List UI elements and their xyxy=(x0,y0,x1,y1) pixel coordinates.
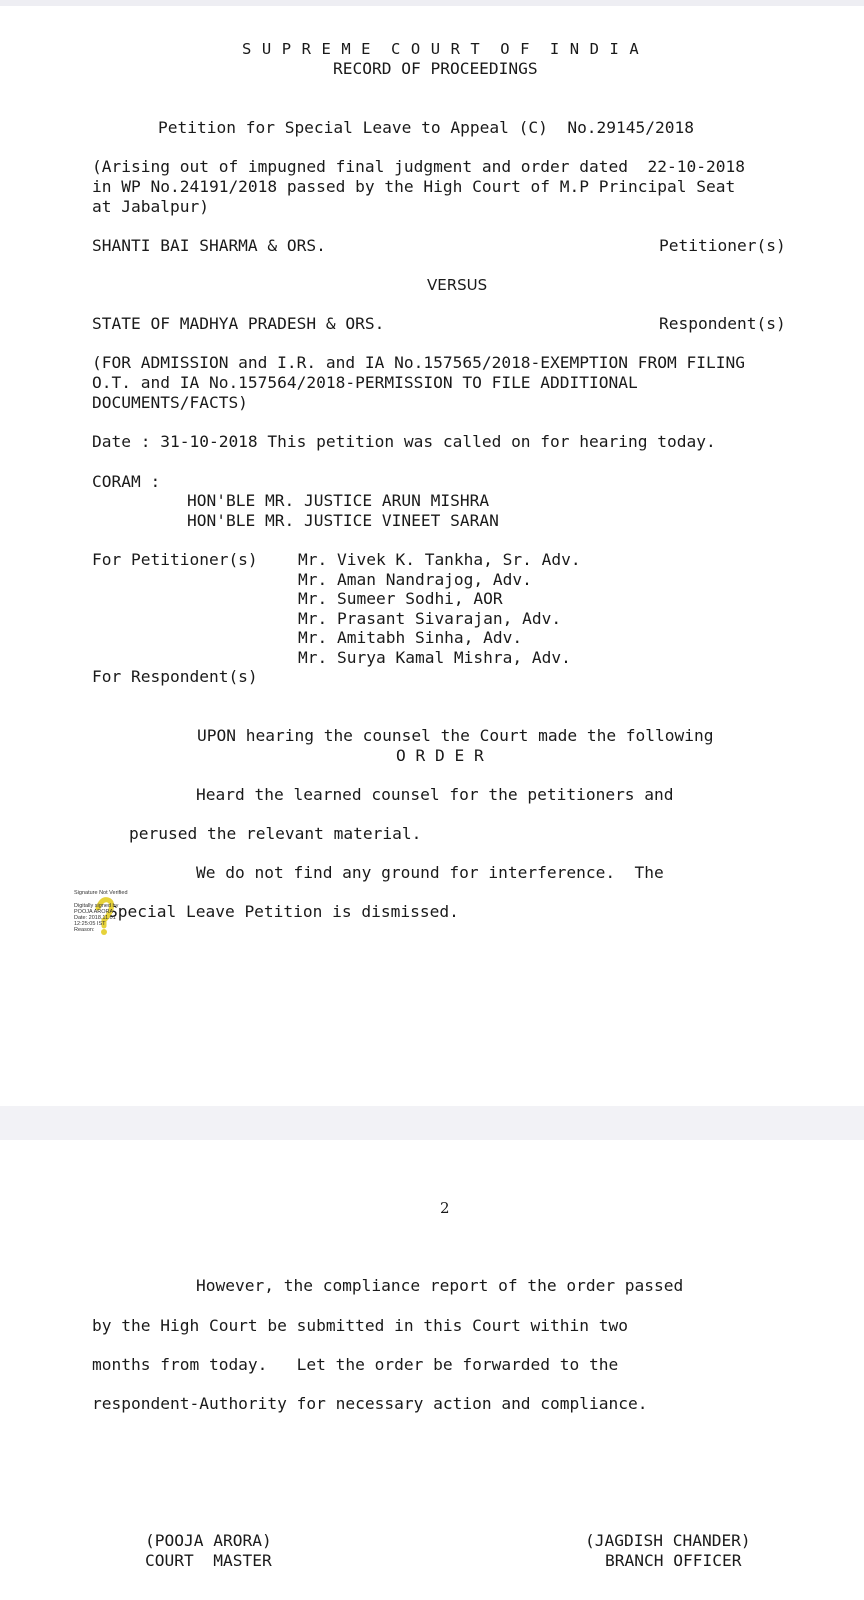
page-gap xyxy=(0,1106,864,1140)
record-subtitle: RECORD OF PROCEEDINGS xyxy=(333,59,538,78)
petitioner-role: Petitioner(s) xyxy=(659,236,786,255)
admission-line-1: (FOR ADMISSION and I.R. and IA No.157565/2018-EXEMPTION FROM FILING xyxy=(92,353,745,372)
order-line-1: Heard the learned counsel for the petitioners and xyxy=(196,785,674,804)
page2-line-2: by the High Court be submitted in this Court within two xyxy=(92,1316,629,1335)
admission-line-3: DOCUMENTS/FACTS) xyxy=(92,393,248,412)
signature-line: 12:25:05 IST xyxy=(74,921,106,927)
signature-line: Digitally signed by xyxy=(74,903,119,909)
arising-line-3: at Jabalpur) xyxy=(92,197,209,216)
branch-officer-name: (JAGDISH CHANDER) xyxy=(585,1531,751,1550)
page2-line-3: months from today. Let the order be forwarded to the xyxy=(92,1355,619,1374)
petitioner-counsel-label: For Petitioner(s) xyxy=(92,550,258,569)
counsel-5: Mr. Amitabh Sinha, Adv. xyxy=(298,628,523,647)
petitioner-name: SHANTI BAI SHARMA & ORS. xyxy=(92,236,326,255)
coram-label: CORAM : xyxy=(92,472,161,491)
order-heading: O R D E R xyxy=(396,746,484,765)
order-line-3: We do not find any ground for interference. The xyxy=(196,863,664,882)
order-line-4: Special Leave Petition is dismissed. xyxy=(108,902,459,921)
counsel-6: Mr. Surya Kamal Mishra, Adv. xyxy=(298,648,571,667)
page2-line-1: However, the compliance report of the order passed xyxy=(196,1276,684,1295)
digital-signature-stamp xyxy=(74,890,134,942)
court-master-name: (POOJA ARORA) xyxy=(145,1531,272,1550)
counsel-4: Mr. Prasant Sivarajan, Adv. xyxy=(298,609,562,628)
respondent-role: Respondent(s) xyxy=(659,314,786,333)
coram-judge-1: HON'BLE MR. JUSTICE ARUN MISHRA xyxy=(187,491,490,510)
page2-line-4: respondent-Authority for necessary action and compliance. xyxy=(92,1394,648,1413)
signature-line: Signature Not Verified xyxy=(74,890,128,896)
signature-line: POOJA ARORA xyxy=(74,909,114,915)
versus-label: VERSUS xyxy=(427,276,488,294)
arising-line-1: (Arising out of impugned final judgment and order dated 22-10-2018 xyxy=(92,157,745,176)
signature-line: Date: 2018.11.01 xyxy=(74,915,116,921)
counsel-1: Mr. Vivek K. Tankha, Sr. Adv. xyxy=(298,550,581,569)
page-number: 2 xyxy=(440,1199,450,1217)
case-number: Petition for Special Leave to Appeal (C) No.29145/2018 xyxy=(158,118,695,137)
order-line-2: perused the relevant material. xyxy=(129,824,422,843)
counsel-2: Mr. Aman Nandrajog, Adv. xyxy=(298,570,532,589)
admission-line-2: O.T. and IA No.157564/2018-PERMISSION TO FILE ADDITIONAL xyxy=(92,373,638,392)
arising-line-2: in WP No.24191/2018 passed by the High Court of M.P Principal Seat xyxy=(92,177,736,196)
signature-line: Reason: xyxy=(74,927,95,933)
respondent-counsel-label: For Respondent(s) xyxy=(92,667,258,686)
court-title: S U P R E M E C O U R T O F I N D I A xyxy=(242,40,640,58)
upon-hearing-line: UPON hearing the counsel the Court made the following xyxy=(197,726,714,745)
counsel-3: Mr. Sumeer Sodhi, AOR xyxy=(298,589,503,608)
hearing-date-line: Date : 31-10-2018 This petition was called on for hearing today. xyxy=(92,432,716,451)
coram-judge-2: HON'BLE MR. JUSTICE VINEET SARAN xyxy=(187,511,499,530)
branch-officer-title: BRANCH OFFICER xyxy=(605,1551,742,1570)
respondent-name: STATE OF MADHYA PRADESH & ORS. xyxy=(92,314,385,333)
court-master-title: COURT MASTER xyxy=(145,1551,272,1570)
